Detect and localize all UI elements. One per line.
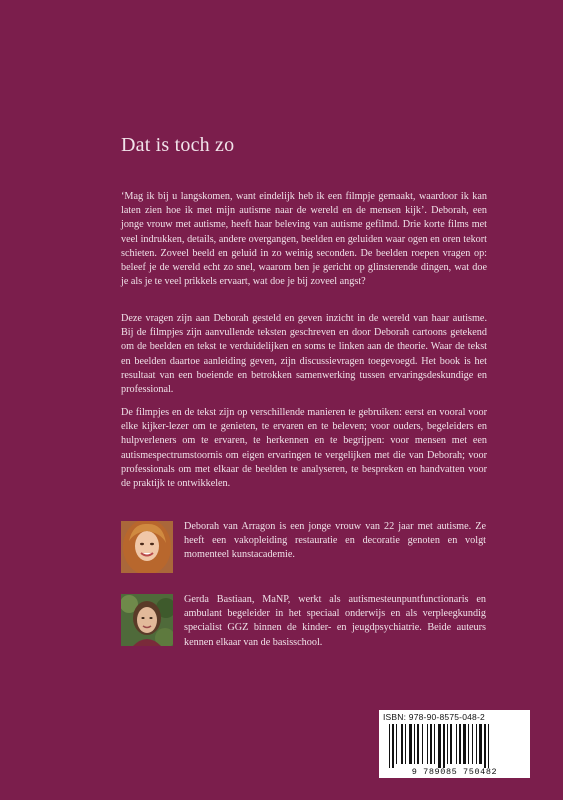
blurb-paragraph-2: Deze vragen zijn aan Deborah gesteld en geven inzicht in de wereld van haar autisme. Bij de filmpjes zijn aanvullende teksten geschreven en door Deborah cartoons getekend om de beelden en tekst te verduidelijken en soms te linken aan de theorie. Waar de tekst en beelden daartoe aanleiding geven, zijn discussievragen toegevoegd. Het book is het resultaat van een boeiende en betrokken samenwerking tussen ervaringsdeskundige en professional. xyxy=(121,313,487,396)
author-photo-gerda xyxy=(121,594,173,646)
author-bio-2: Gerda Bastiaan, MaNP, werkt als autismesteunpuntfunctionaris en ambulant begeleider in het speciaal onderwijs en als verpleegkundig specialist GGZ binnen de kinder- en jeugdpsychiatrie. Beide auteurs kennen elkaar van de basisschool. xyxy=(184,594,486,648)
isbn-label: ISBN: 978-90-8575-048-2 xyxy=(383,712,485,722)
author-bio-1: Deborah van Arragon is een jonge vrouw van 22 jaar met autisme. Ze heeft een vakopleiding restauratie en decoratie genoten en volgt momenteel kunstacademie. xyxy=(184,521,486,561)
barcode-icon xyxy=(383,724,526,770)
barcode-digits: 9 789085 750482 xyxy=(411,767,498,777)
blurb-paragraph-1: ‘Mag ik bij u langskomen, want eindelijk heb ik een filmpje gemaakt, waardoor ik kan laten zien hoe ik met mijn autisme naar de wereld en de mensen kijk’. Deborah, een jonge vrouw met autisme, heeft haar beleving van autisme gefilmd. Drie korte films met veel indrukken, details, andere overgangen, beelden en geluiden waar ogen en oren tekort schieten. Zoveel beeld en geluid in zo weinig seconden. De beelden roepen vragen op: beleef je de wereld echt zo snel, waarom ben je gericht op glinsterende dingen, wat doe je als je te veel prikkels ervaart, wat doe je bij zoveel angst? xyxy=(121,191,487,288)
blurb-paragraph-3: De filmpjes en de tekst zijn op verschillende manieren te gebruiken: eerst en vooral voor elke kijker-lezer om te genieten, te ervaren en te beleven; voor ouders, begeleiders en hulpverleners om te ervaren, te herkennen en te begrijpen: voor mensen met een autismespectrumstoornis om eigen ervaringen te vergelijken met die van Deborah; voor professionals om met elkaar de beelden te analyseren, te bespreken en handvatten voor de praktijk te ontwikkelen. xyxy=(121,407,487,490)
author-photo-deborah xyxy=(121,521,173,573)
book-title: Dat is toch zo xyxy=(121,134,235,156)
isbn-barcode-box xyxy=(379,710,530,778)
